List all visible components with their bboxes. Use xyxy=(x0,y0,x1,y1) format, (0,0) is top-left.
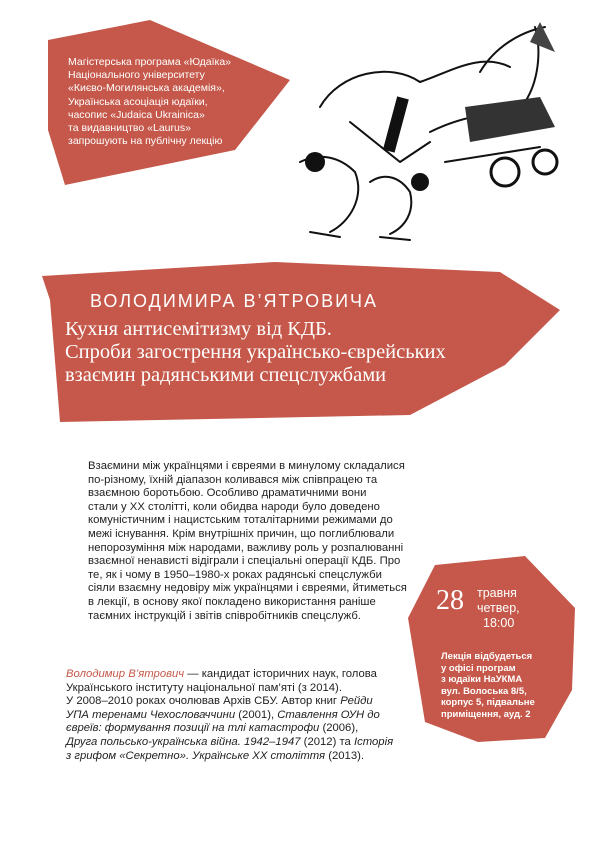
body-line: те, як і чому в 1950–1980-х роках радянські спецслужби xyxy=(88,568,382,581)
lecture-description xyxy=(88,460,418,623)
book-title: Ставлення ОУН до xyxy=(277,708,380,721)
venue-line: Лекція відбудеться xyxy=(441,651,533,662)
body-line: межі існування. Крім внутрішніх причин, що поглиблювали xyxy=(88,527,395,540)
venue-line: приміщення, ауд. 2 xyxy=(441,708,531,720)
intro-line: Національного університету xyxy=(68,69,205,82)
event-weekday: четвер, xyxy=(477,601,520,615)
event-month: травня xyxy=(477,586,517,600)
intro-line: та видавництво «Laurus» xyxy=(68,122,191,135)
bio-speaker-name: Володимир В’ятрович xyxy=(66,668,185,680)
book-title: Друга польсько-українська війна. 1942–1947 xyxy=(66,735,301,748)
venue-line: з юдаїки НаУКМА xyxy=(441,674,523,685)
intro-line: Магістерська програма «Юдаїка» xyxy=(68,56,232,68)
body-line: в лекції, в основу якої покладено використання раніше xyxy=(88,595,376,608)
title-line: Спроби загострення українсько-єврейських xyxy=(65,341,446,363)
venue-line: вул. Волоська 8/5, xyxy=(441,685,527,697)
bio-line: УПА теренами Чехословаччини (2001), Ставлення ОУН до xyxy=(66,708,380,721)
book-title: з грифом «Секретно». Українське XX століття xyxy=(66,749,326,762)
event-time: 18:00 xyxy=(483,616,515,630)
event-venue xyxy=(441,651,535,720)
book-title: Історія xyxy=(353,735,394,748)
intro-line: запрошують на публічну лекцію xyxy=(68,135,223,148)
caricature-illustration xyxy=(280,12,580,247)
bio-line: Друга польсько-українська війна. 1942–1947 (2012) та Історія xyxy=(66,735,394,748)
intro-line: часопис «Judaica Ukrainica» xyxy=(68,108,205,121)
bio-line: євреїв: формування позиції на тлі катастрофи (2006), xyxy=(66,722,359,735)
speaker-bio xyxy=(66,668,396,763)
intro-line: «Києво-Могилянська академія», xyxy=(68,82,225,95)
title-line: взаємин радянськими спецслужбами xyxy=(65,364,387,386)
speaker-name: ВОЛОДИМИРА В’ЯТРОВИЧА xyxy=(90,291,379,311)
body-line: стали у XX столітті, коли обидва народи було доведено xyxy=(88,500,380,513)
event-date-details xyxy=(477,586,520,631)
bio-line: з грифом «Секретно». Українське XX століття (2013). xyxy=(66,749,365,762)
bio-line: Володимир В’ятрович — кандидат історичних наук, голова xyxy=(66,668,377,680)
venue-line: у офісі програм xyxy=(441,662,516,674)
body-line: по-різному, їхній діапазон коливався між співпрацею та xyxy=(88,473,378,486)
invitation-text xyxy=(68,56,253,148)
body-line: комуністичним і нацистським тоталітарними режимами до xyxy=(88,514,393,527)
venue-line: корпус 5, підвальне xyxy=(441,697,535,708)
event-day: 28 xyxy=(436,585,464,616)
body-line: таємних інструкцій і звітів співробітників спецслужб. xyxy=(88,609,361,622)
intro-line: Українська асоціація юдаїки, xyxy=(68,95,208,108)
bio-line: У 2008–2010 роках очолював Архів СБУ. Автор книг Рейди xyxy=(66,695,373,708)
bio-line: Українського інституту національної пам’яті (з 2014). xyxy=(66,681,342,694)
body-line: непорозуміння між народами, важливу роль у розпалюванні xyxy=(88,541,404,554)
body-line: взаємною боротьбою. Особливо драматичними вони xyxy=(88,487,367,500)
body-line: взаємної ненависті відіграли і спеціальні операції КДБ. Про xyxy=(88,555,401,568)
title-line: Кухня антисемітизму від КДБ. xyxy=(65,318,332,340)
body-line: Взаємини між українцями і євреями в минулому складалися xyxy=(88,460,405,472)
book-title: євреїв: формування позиції на тлі катастрофи xyxy=(66,722,320,735)
book-title: Рейди xyxy=(340,695,373,708)
book-title: УПА теренами Чехословаччини xyxy=(66,708,236,721)
body-line: сіяли взаємну недовіру між українцями і євреями, йтиметься xyxy=(88,582,407,595)
lecture-title xyxy=(65,318,446,387)
